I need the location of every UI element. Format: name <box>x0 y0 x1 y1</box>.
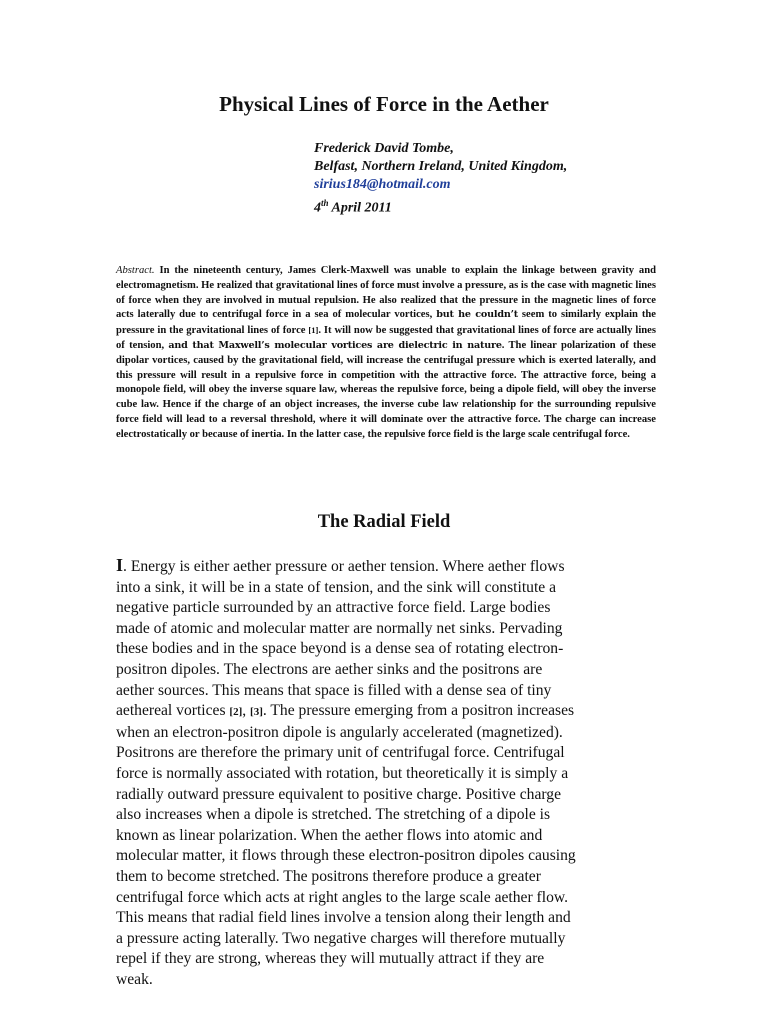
body-line: radially outward pressure equivalent to positive charge. Positive charge <box>116 785 562 803</box>
body-line: repel if they are strong, whereas they will mutually attract if they are <box>116 950 545 968</box>
abstract-text-2: but he couldn’t <box>436 309 518 321</box>
body-line: aether sources. This means that space is filled with a dense sea of tiny <box>116 681 552 699</box>
body-line: known as linear polarization. When the aether flows into atomic and <box>116 826 543 844</box>
author-block <box>314 140 567 218</box>
body-line: negative particle surrounded by an attractive force field. Large bodies <box>116 599 551 617</box>
abstract-text-6: . The linear polarization of these dipolar vortices, caused by the gravitational field, will increase the centrifugal pressure which is exerted laterally, and this pressure will result in a repulsive force in competition with the attractive force. The attractive force, being a monopole field, will obey the inverse square law, whereas the repulsive force, being a dipole field, will obey the inverse cube law. Hence if the charge of an object increases, the inverse cube law relationship for the surrounding repulsive force field will lead to a reversal threshold, where it will dominate over the attractive force. The charge can increase electrostatically or because of inertia. In the latter case, the repulsive force field is the large scale centrifugal force. <box>116 339 656 440</box>
body-line: when an electron-positron dipole is angularly accelerated (magnetized). <box>116 723 563 741</box>
body-line-text: . Energy is either aether pressure or aether tension. Where aether flows <box>123 558 565 575</box>
body-line: into a sink, it will be in a state of tension, and the sink will constitute a <box>116 578 557 596</box>
abstract-text-4: . It will now be suggested that gravitational lines of force are actually lines of tension, <box>116 325 656 351</box>
date-ordinal: th <box>321 198 329 208</box>
citation-1: [1] <box>308 325 319 336</box>
date-day: 4 <box>314 200 321 216</box>
date-month-year: April 2011 <box>328 200 392 216</box>
body-line <box>116 555 656 578</box>
body-line: molecular matter, it flows through these electron-positron dipoles causing <box>116 847 576 865</box>
citation-3: [3] <box>250 706 263 719</box>
publication-date <box>314 194 567 218</box>
body-line: weak. <box>116 970 153 988</box>
citation-2: [2] <box>229 706 243 719</box>
body-line: force is normally associated with rotation, but theoretically it is simply a <box>116 764 569 782</box>
section-body <box>116 555 656 990</box>
section-heading: The Radial Field <box>317 512 451 532</box>
body-line: also increases when a dipole is stretched. The stretching of a dipole is <box>116 806 551 824</box>
abstract-paragraph <box>116 264 656 443</box>
body-line: Positrons are therefore the primary unit of centrifugal force. Centrifugal <box>116 744 565 762</box>
section-numeral: I <box>116 555 124 575</box>
body-line <box>116 701 656 723</box>
body-line-text: . The pressure emerging from a positron increases <box>262 702 575 720</box>
abstract-label: Abstract. <box>116 265 155 276</box>
body-line: centrifugal force which acts at right angles to the large scale aether flow. <box>116 888 569 906</box>
body-line: these bodies and in the space beyond is a dense sea of rotating electron- <box>116 640 564 658</box>
author-email-link[interactable]: sirius184@hotmail.com <box>314 177 451 192</box>
abstract-text-5: and that Maxwell’s molecular vortices are dielectric in nature <box>168 339 502 351</box>
paper-title: Physical Lines of Force in the Aether <box>219 92 549 116</box>
body-line: them to become stretched. The positrons therefore produce a greater <box>116 867 541 885</box>
citation-separator: , <box>242 702 251 720</box>
abstract-text-3: seem to similarly explain the pressure in the gravitational lines of force <box>116 309 656 337</box>
body-line: made of atomic and molecular matter are normally net sinks. Pervading <box>116 619 563 637</box>
body-line-text: aethereal vortices <box>116 702 230 720</box>
body-line: This means that radial field lines involve a tension along their length and <box>116 909 571 927</box>
abstract-text-1: In the nineteenth century, James Clerk-Maxwell was unable to explain the linkage between gravity and electromagnetism. He realized that gravitational lines of force must involve a pressure, as is the case with magnetic lines of force when they are involved in mutual repulsion. He also realized that the pressure in the magnetic lines of force acts laterally due to centrifugal force in a sea of molecular vortices, <box>116 265 656 321</box>
body-line: a pressure acting laterally. Two negative charges will therefore mutually <box>116 929 566 947</box>
author-name: Frederick David Tombe, <box>314 141 454 156</box>
body-line: positron dipoles. The electrons are aether sinks and the positrons are <box>116 660 543 678</box>
author-location: Belfast, Northern Ireland, United Kingdom, <box>314 159 568 174</box>
